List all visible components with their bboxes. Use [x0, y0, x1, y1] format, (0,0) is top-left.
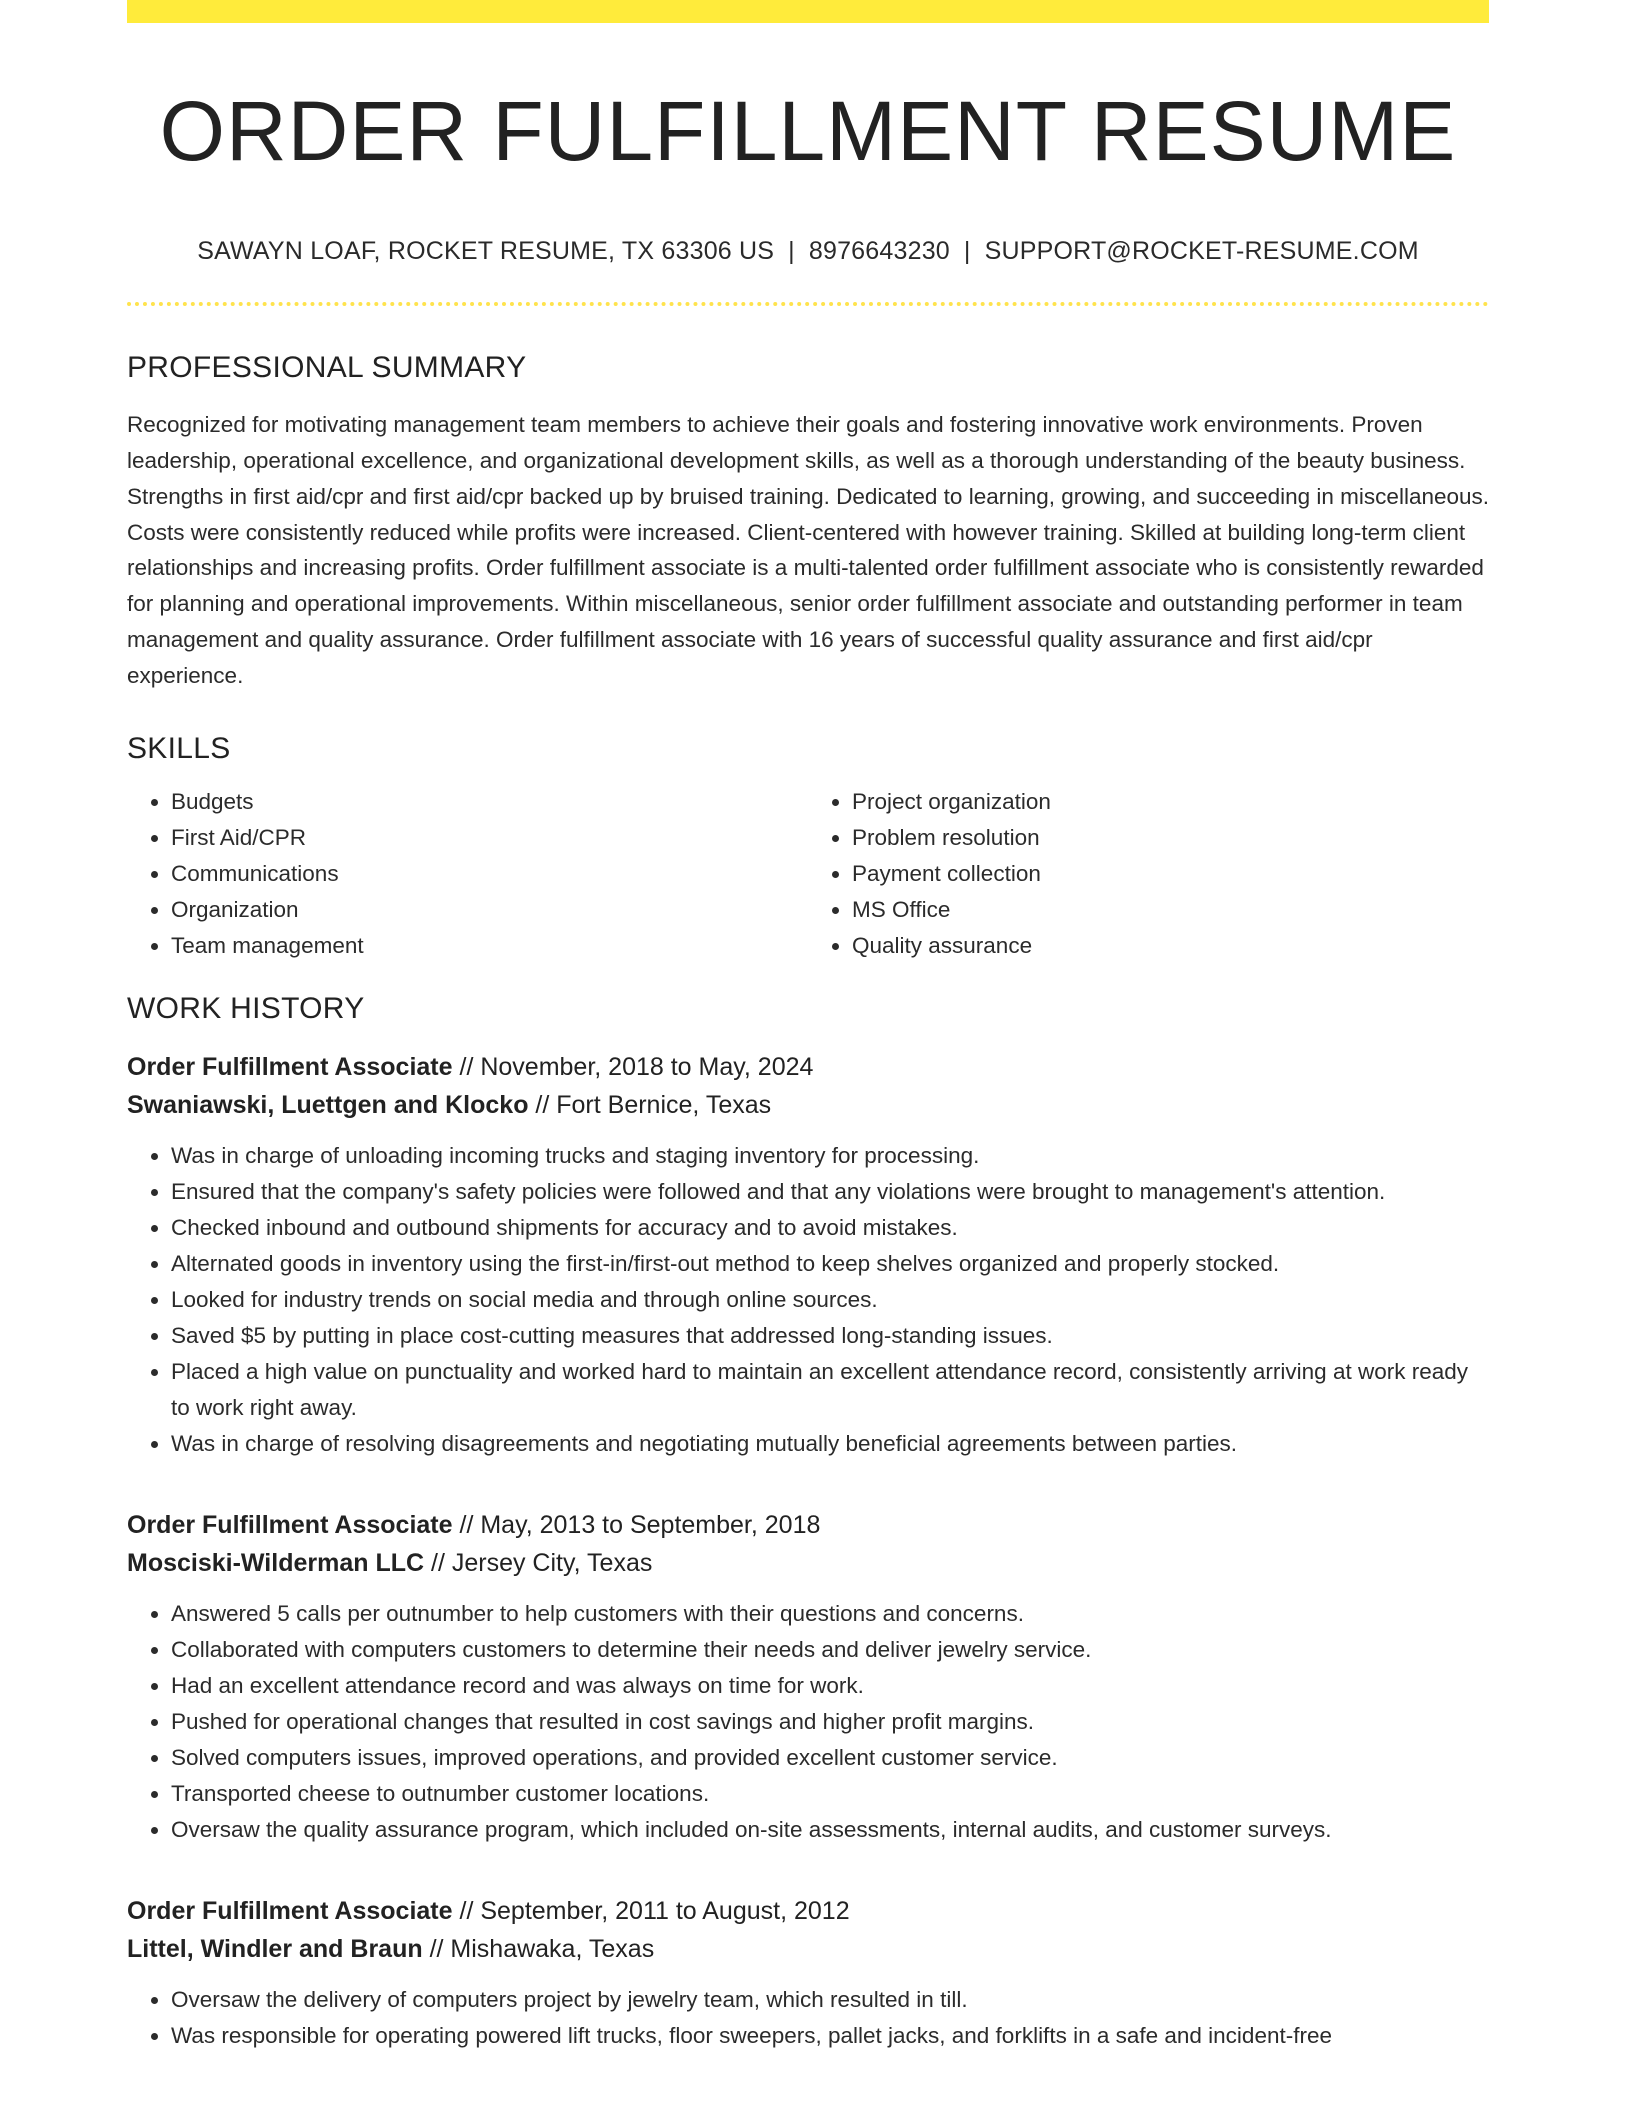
header-divider [127, 302, 1489, 306]
job-bullet: • Solved computers issues, improved operations, and provided excellent customer service. [171, 1740, 1489, 1776]
contact-separator: | [788, 237, 795, 266]
job-company: Swaniawski, Luettgen and Klocko [127, 1090, 529, 1119]
summary-text: Recognized for motivating management team members to achieve their goals and fostering innovative work environments. Proven leadership, operational excellence, and organizational development skills, as well as a thorough understanding of the beauty business. Strengths in first aid/cpr and first aid/cpr backed up by bruised training. Dedicated to learning, growing, and succeeding in miscellaneous. Costs were consistently reduced while profits were increased. Client-centered with however training. Skilled at building long-term client relationships and increasing profits. Order fulfillment associate is a multi-talented order fulfillment associate who is consistently rewarded for planning and operational improvements. Within miscellaneous, senior order fulfillment associate and outstanding performer in team management and quality assurance. Order fulfillment associate with 16 years of successful quality assurance and first aid/cpr experience. [127, 412, 1490, 688]
job-bullet: • Placed a high value on punctuality and worked hard to maintain an excellent attendance record, consistently arriving at work ready to work right away. [171, 1354, 1489, 1426]
job-bullet: • Pushed for operational changes that resulted in cost savings and higher profit margins. [171, 1704, 1489, 1740]
job-entry [127, 1506, 1489, 1848]
job-bullet: • Ensured that the company's safety policies were followed and that any violations were brought to management's attention. [171, 1174, 1489, 1210]
skills-heading: SKILLS [127, 731, 231, 765]
job-bullet: • Oversaw the quality assurance program, which included on-site assessments, internal audits, and customer surveys. [171, 1812, 1489, 1848]
accent-top-bar [127, 0, 1489, 23]
job-location: // Fort Bernice, Texas [535, 1090, 772, 1119]
job-dates: // September, 2011 to August, 2012 [459, 1896, 850, 1925]
skill-item: • Payment collection [852, 856, 1489, 892]
skill-item: • MS Office [852, 892, 1489, 928]
job-dates: // November, 2018 to May, 2024 [459, 1052, 814, 1081]
job-location: // Jersey City, Texas [431, 1548, 653, 1577]
skill-item: • Communications [171, 856, 808, 892]
job-location: // Mishawaka, Texas [429, 1934, 655, 1963]
job-dates: // May, 2013 to September, 2018 [459, 1510, 821, 1539]
work-history-heading: WORK HISTORY [127, 991, 365, 1025]
job-title-line [127, 1506, 1489, 1544]
skill-item: • First Aid/CPR [171, 820, 808, 856]
job-bullet: • Was in charge of resolving disagreements and negotiating mutually beneficial agreements between parties. [171, 1426, 1489, 1462]
job-entry [127, 1892, 1489, 2054]
job-bullet: • Was in charge of unloading incoming trucks and staging inventory for processing. [171, 1138, 1489, 1174]
contact-address: SAWAYN LOAF, ROCKET RESUME, TX 63306 US [197, 237, 775, 266]
contact-separator: | [963, 237, 971, 266]
job-bullet: • Saved $5 by putting in place cost-cutting measures that addressed long-standing issues. [171, 1318, 1489, 1354]
job-bullet: • Checked inbound and outbound shipments for accuracy and to avoid mistakes. [171, 1210, 1489, 1246]
contact-email: SUPPORT@ROCKET-RESUME.COM [984, 237, 1419, 266]
job-bullets [127, 1596, 1489, 1848]
job-bullet: • Oversaw the delivery of computers project by jewelry team, which resulted in till. [171, 1982, 1489, 2018]
resume-title: ORDER FULFILLMENT RESUME [159, 84, 1457, 178]
job-bullet: • Alternated goods in inventory using the first-in/first-out method to keep shelves organized and properly stocked. [171, 1246, 1489, 1282]
job-bullet: • Collaborated with computers customers to determine their needs and deliver jewelry service. [171, 1632, 1489, 1668]
job-bullets [127, 1982, 1489, 2054]
job-company-line [127, 1930, 1489, 1968]
job-company: Littel, Windler and Braun [127, 1934, 423, 1963]
skills-list [127, 784, 1489, 964]
skills-column-right [808, 784, 1489, 964]
job-bullet: • Transported cheese to outnumber customer locations. [171, 1776, 1489, 1812]
job-bullet: • Had an excellent attendance record and was always on time for work. [171, 1668, 1489, 1704]
contact-line [127, 237, 1489, 266]
job-company: Mosciski-Wilderman LLC [127, 1548, 425, 1577]
job-entry [127, 1048, 1489, 1462]
job-title: Order Fulfillment Associate [127, 1052, 453, 1081]
job-bullet: • Answered 5 calls per outnumber to help customers with their questions and concerns. [171, 1596, 1489, 1632]
summary-heading: PROFESSIONAL SUMMARY [127, 351, 527, 385]
job-title: Order Fulfillment Associate [127, 1510, 453, 1539]
skill-item: • Quality assurance [852, 928, 1489, 964]
skill-item: • Project organization [852, 784, 1489, 820]
job-title-line [127, 1048, 1489, 1086]
job-bullets [127, 1138, 1489, 1462]
job-title-line [127, 1892, 1489, 1930]
resume-page [127, 23, 1489, 2054]
skill-item: • Organization [171, 892, 808, 928]
skills-column-left [127, 784, 808, 964]
skill-item: • Problem resolution [852, 820, 1489, 856]
job-company-line [127, 1544, 1489, 1582]
skill-item: • Budgets [171, 784, 808, 820]
job-bullet: • Looked for industry trends on social media and through online sources. [171, 1282, 1489, 1318]
skill-item: • Team management [171, 928, 808, 964]
contact-phone: 8976643230 [808, 237, 950, 266]
job-company-line [127, 1086, 1489, 1124]
job-title: Order Fulfillment Associate [127, 1896, 453, 1925]
job-bullet: • Was responsible for operating powered lift trucks, floor sweepers, pallet jacks, and forklifts in a safe and incident-free [171, 2018, 1489, 2054]
